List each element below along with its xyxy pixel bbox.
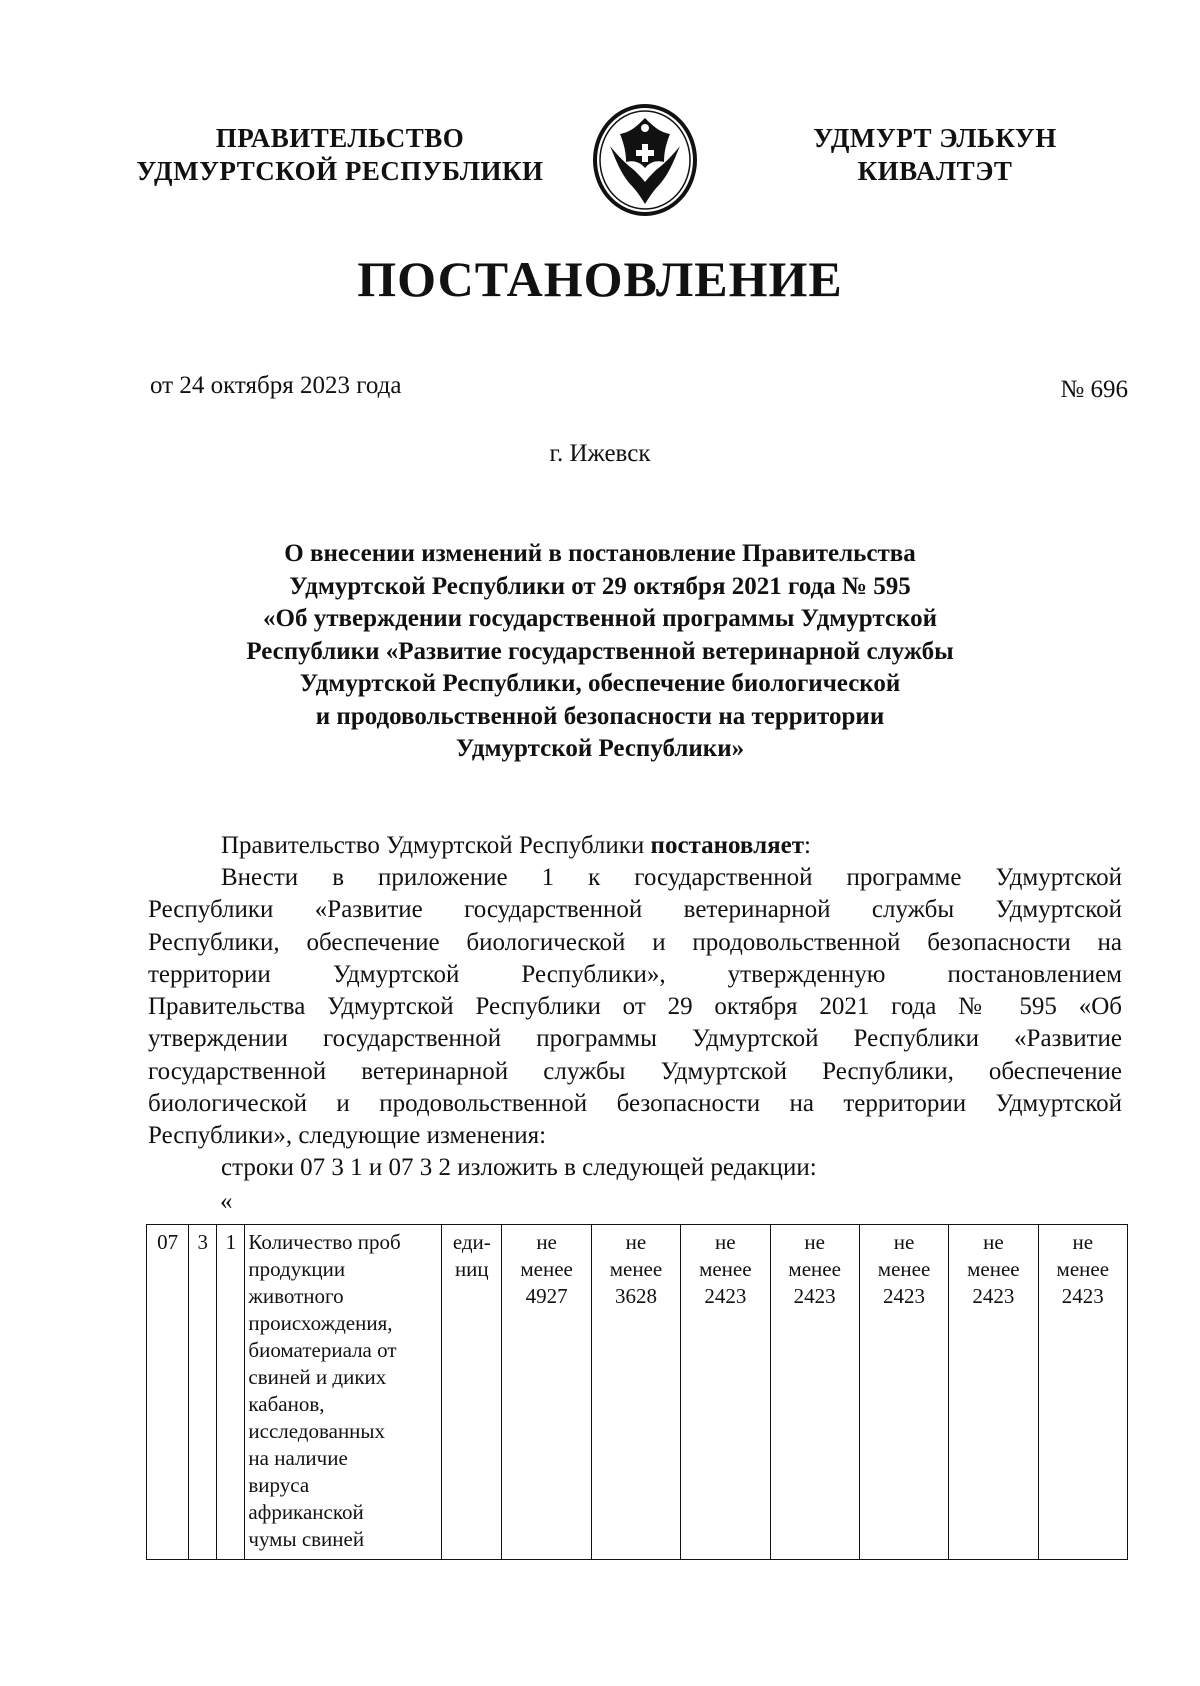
value-prefix: менее xyxy=(699,1257,752,1281)
intro-colon: : xyxy=(804,832,811,859)
value-cell xyxy=(949,1225,1038,1560)
intro-bold-verb: постановляет xyxy=(650,832,805,859)
document-city: г. Ижевск xyxy=(549,440,651,467)
indicator-label-cell xyxy=(245,1225,442,1560)
subject-line: Удмуртской Республики, обеспечение биологической xyxy=(299,670,901,697)
table-row xyxy=(147,1225,1128,1560)
header-left-line-2: УДМУРТСКОЙ РЕСПУБЛИКИ xyxy=(136,156,544,186)
code-cell-3: 1 xyxy=(217,1225,245,1560)
value-prefix: менее xyxy=(788,1257,841,1281)
value-prefix: не xyxy=(536,1230,557,1254)
value-prefix: менее xyxy=(877,1257,931,1281)
header-right-line-1: УДМУРТ ЭЛЬКУН xyxy=(813,123,1057,153)
subject-line: О внесении изменений в постановление Правительства xyxy=(284,540,916,567)
paragraph-line: Республики «Развитие государственной ветеринарной службы Удмуртской xyxy=(148,896,1122,924)
document-title: ПОСТАНОВЛЕНИЕ xyxy=(357,251,843,307)
value-cell xyxy=(591,1225,680,1560)
label-line: биоматериала от xyxy=(248,1338,397,1362)
value-prefix: менее xyxy=(1056,1257,1110,1281)
rows-line: строки 07 3 1 и 07 3 2 изложить в следующей редакции: xyxy=(221,1154,817,1181)
value-number: 4927 xyxy=(525,1284,568,1308)
paragraph-line: Внести в приложение 1 к государственной программе Удмуртской xyxy=(221,864,1122,891)
unit-line: еди- xyxy=(452,1230,491,1254)
unit-cell xyxy=(442,1225,502,1560)
label-line: на наличие xyxy=(248,1446,348,1470)
label-line: чумы свиней xyxy=(248,1527,365,1551)
value-number: 2423 xyxy=(883,1284,926,1308)
value-number: 2423 xyxy=(793,1284,836,1308)
value-prefix: менее xyxy=(967,1257,1020,1281)
value-prefix: менее xyxy=(520,1257,573,1281)
value-number: 3628 xyxy=(614,1284,657,1308)
paragraph-line: утверждении государственной программы Удмуртской Республики «Развитие xyxy=(148,1025,1122,1053)
open-quote: « xyxy=(220,1188,233,1215)
label-line: происхождения, xyxy=(248,1311,393,1335)
value-cell xyxy=(1038,1225,1127,1560)
header-right xyxy=(770,122,1100,188)
paragraph-line: биологической и продовольственной безопасности на территории Удмуртской xyxy=(148,1090,1122,1118)
document-subject xyxy=(150,538,1050,766)
value-prefix: не xyxy=(715,1230,736,1254)
paragraph-line: Республики», следующие изменения: xyxy=(148,1122,547,1150)
value-cell xyxy=(770,1225,859,1560)
label-line: свиней и диких xyxy=(248,1365,387,1389)
paragraph-line: государственной ветеринарной службы Удмуртской Республики, обеспечение xyxy=(148,1057,1122,1085)
coat-of-arms-icon xyxy=(590,100,700,218)
subject-line: и продовольственной безопасности на территории xyxy=(315,702,885,730)
subject-line: Республики «Развитие государственной ветеринарной службы xyxy=(246,637,954,665)
paragraph-line: Правительства Удмуртской Республики от 29 октября 2021 года № 595 «Об xyxy=(148,993,1122,1021)
value-prefix: менее xyxy=(609,1257,663,1281)
value-cell xyxy=(502,1225,591,1560)
label-line: кабанов, xyxy=(248,1392,325,1416)
label-line: исследованных xyxy=(248,1419,386,1443)
header-left xyxy=(120,122,560,188)
document-date: от 24 октября 2023 года xyxy=(150,372,402,399)
rows-instruction xyxy=(148,1152,1122,1184)
unit-line: ниц xyxy=(454,1257,489,1281)
value-prefix: не xyxy=(1072,1230,1094,1254)
label-line: животного xyxy=(248,1284,344,1308)
paragraph-line: территории Удмуртской Республики», утвержденную постановлением xyxy=(148,960,1122,988)
label-line: вируса xyxy=(248,1473,310,1497)
document-number: № 696 xyxy=(1060,376,1128,403)
value-number: 2423 xyxy=(1061,1284,1104,1308)
value-cell xyxy=(859,1225,948,1560)
value-prefix: не xyxy=(625,1230,647,1254)
label-line: продукции xyxy=(248,1257,346,1281)
header-right-line-2: КИВАЛТЭТ xyxy=(857,156,1013,186)
value-prefix: не xyxy=(804,1230,825,1254)
subject-line: «Об утверждении государственной программы Удмуртской xyxy=(263,605,937,632)
intro-text: Правительство Удмуртской Республики xyxy=(221,832,651,859)
label-line: Количество проб xyxy=(248,1230,401,1254)
value-number: 2423 xyxy=(704,1284,747,1308)
indicator-table xyxy=(146,1224,1128,1560)
value-prefix: не xyxy=(893,1230,915,1254)
main-paragraph xyxy=(148,862,1122,1153)
paragraph-line: Республики, обеспечение биологической и продовольственной безопасности на xyxy=(148,928,1122,956)
header-left-line-1: ПРАВИТЕЛЬСТВО xyxy=(215,123,465,153)
value-cell xyxy=(681,1225,770,1560)
value-number: 2423 xyxy=(972,1284,1015,1308)
intro-paragraph xyxy=(148,830,1122,862)
label-line: африканской xyxy=(248,1500,364,1524)
subject-line: Удмуртской Республики от 29 октября 2021 года № 595 xyxy=(289,572,911,600)
code-cell-2: 3 xyxy=(189,1225,217,1560)
code-cell-1: 07 xyxy=(147,1225,189,1560)
value-prefix: не xyxy=(983,1230,1004,1254)
subject-line: Удмуртской Республики» xyxy=(455,735,745,762)
